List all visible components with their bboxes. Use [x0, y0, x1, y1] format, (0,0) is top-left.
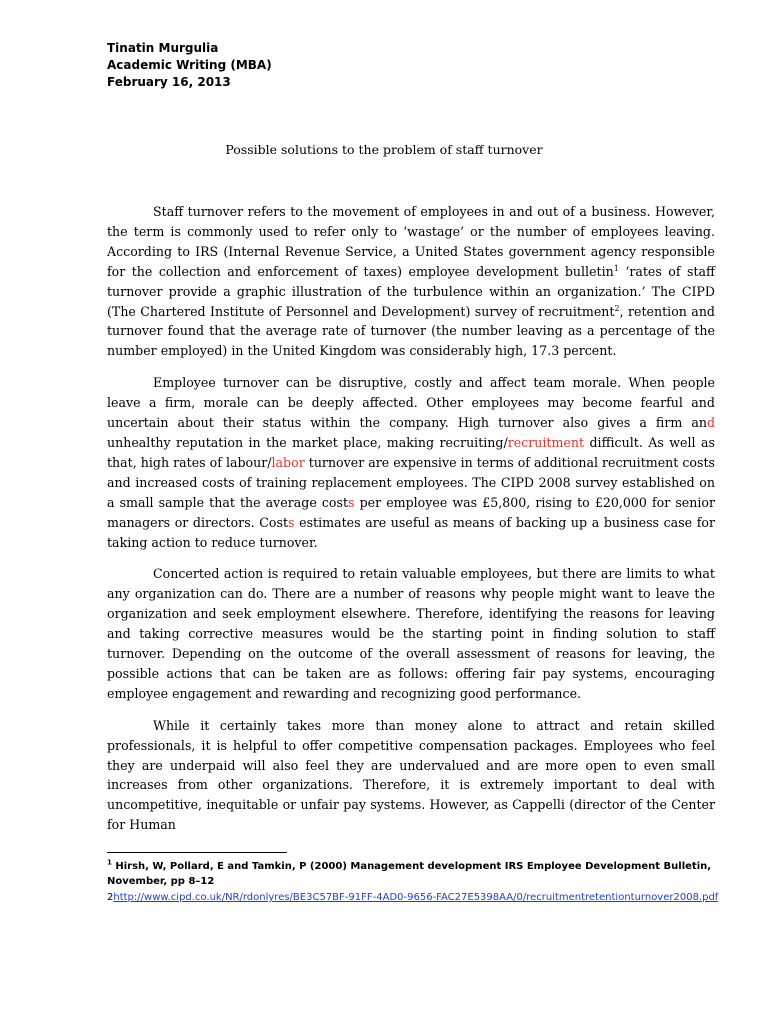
document-body — [107, 202, 715, 847]
footnote-marker: 2 — [107, 892, 114, 903]
footnote-2 — [107, 890, 719, 905]
correction-mark: s — [348, 494, 355, 510]
footnote-text: Hirsh, W, Pollard, E and Tamkin, P (2000) Management development IRS Employee Development Bulletin, November, pp 8–12 — [107, 861, 712, 887]
correction-mark: d — [706, 415, 715, 431]
document-title: Possible solutions to the problem of staff turnover — [225, 142, 543, 157]
paragraph-2 — [107, 373, 715, 552]
footnote-link[interactable]: http://www.cipd.co.uk/NR/rdonlyres/BE3C57BF-91FF-4AD0-9656-FAC27E5398AA/0/recruitmentretentionturnover2008.pdf — [113, 892, 719, 903]
paragraph-text: turnover are expensive in terms of additional recruitment costs and increased costs of training replacement employees. The CIPD 2008 survey established on a small sample that the average cost — [107, 454, 715, 510]
correction-mark: recruitment — [507, 434, 585, 450]
paragraph-1 — [107, 202, 715, 361]
paragraph-3: Concerted action is required to retain valuable employees, but there are limits to what any organization can do. There are a number of reasons why people might want to leave the organization and seek employment elsewhere. Therefore, identifying the reasons for leaving and taking corrective measures would be the starting point in finding solution to staff turnover. Depending on the outcome of the overall assessment of reasons for leaving, the possible actions that can be taken are as follows: offering fair pay systems, encouraging employee engagement and rewarding and recognizing good performance. — [107, 566, 715, 701]
footnote-separator — [107, 852, 287, 853]
paragraph-text: Employee turnover can be disruptive, costly and affect team morale. When people leave a firm, morale can be deeply affected. Other employees may become fearful and uncertain about their status within the company. High turnover also gives a firm an — [107, 375, 715, 431]
footnote-marker: 1 — [107, 858, 112, 867]
correction-mark: labor — [271, 454, 305, 470]
footnote-1 — [107, 859, 719, 889]
paragraph-text: unhealthy reputation in the market place, making recruiting/ — [107, 434, 508, 450]
paragraph-text: per employee was £5,800, rising to £20,000 for senior managers or directors. Cost — [107, 494, 715, 530]
course-name: Academic Writing (MBA) — [107, 58, 272, 72]
paragraph-4: While it certainly takes more than money alone to attract and retain skilled professionals, it is helpful to offer competitive compensation packages. Employees who feel they are underpaid will also feel they are undervalued and are more open to even small increases from other organizations. Therefore, it is extremely important to deal with uncompetitive, inequitable or unfair pay systems. However, as Cappelli (director of the Center for Human — [107, 717, 715, 833]
footnotes — [107, 859, 719, 905]
paragraph-text: estimates are useful as means of backing up a business case for taking action to reduce turnover. — [107, 514, 716, 550]
document-header — [107, 40, 272, 91]
paragraph-text: , retention and turnover found that the average rate of turnover (the number leaving as a percentage of the number employed) in the United Kingdom was considerably high, 17.3 percent. — [107, 303, 715, 359]
paragraph-text: Staff turnover refers to the movement of employees in and out of a business. However, the term is commonly used to refer only to ‘wastage’ or the number of employees leaving. According to IRS (Internal Revenue Service, a United States government agency responsible for the collection and enforcement of taxes) employee development bulletin — [107, 204, 715, 279]
author-name: Tinatin Murgulia — [107, 41, 219, 55]
footnote-reference-2: 2 — [614, 303, 620, 313]
footnote-reference-1: 1 — [613, 263, 619, 273]
paragraph-text: difficult. As well as that, high rates of labour/ — [107, 434, 715, 470]
document-date: February 16, 2013 — [107, 75, 231, 89]
paragraph-text: ‘rates of staff turnover provide a graphic illustration of the turbulence within an organization.’ The CIPD (The Chartered Institute of Personnel and Development) survey of recruitment — [107, 263, 715, 319]
correction-mark: s — [288, 514, 295, 530]
